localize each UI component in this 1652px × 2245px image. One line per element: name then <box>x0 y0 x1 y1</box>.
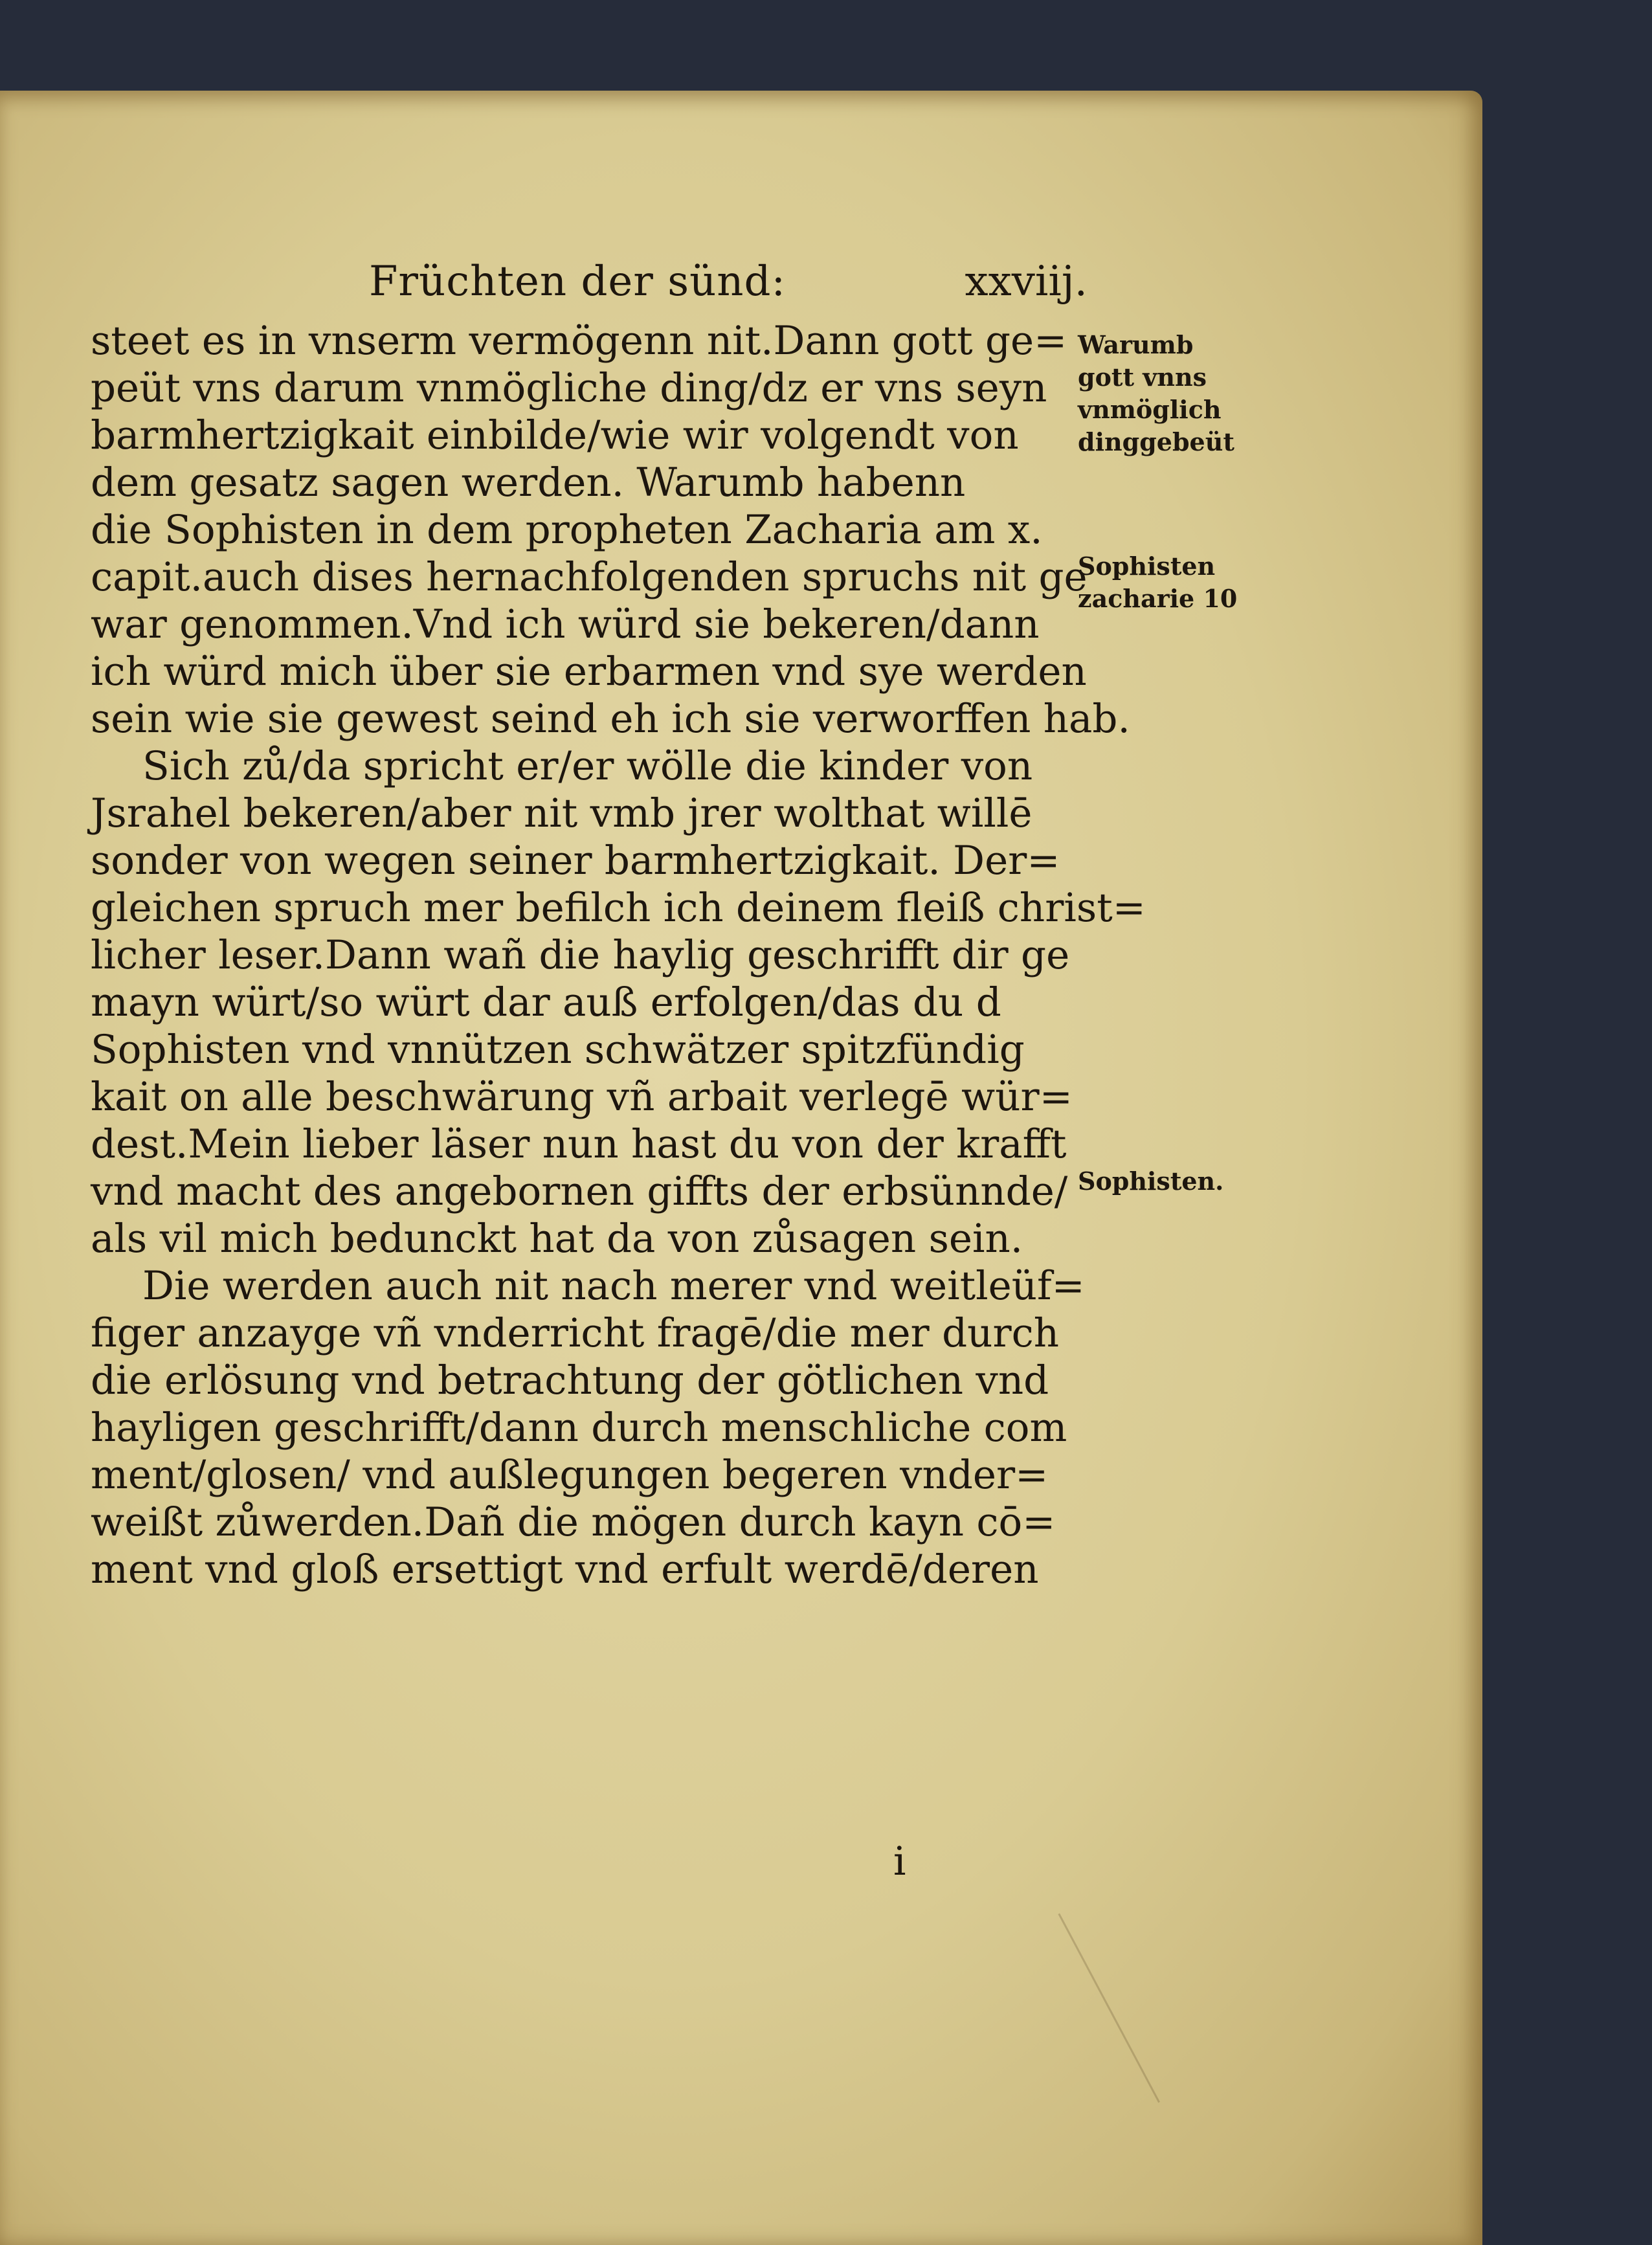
margin-note-line: Sophisten. <box>1078 1167 1224 1196</box>
text-line: weißt zůwerden.Dañ die mögen durch kayn cō= <box>91 1499 1056 1545</box>
text-line: dem gesatz sagen werden. Warumb habenn <box>91 460 966 506</box>
margin-note-line: vnmöglich <box>1078 395 1222 424</box>
text-line: barmhertzigkait einbilde/wie wir volgendt von <box>91 412 1019 458</box>
text-line: peüt vns darum vnmögliche ding/dz er vns seyn <box>91 365 1047 411</box>
margin-note-sophisten-zacharie <box>1078 550 1272 615</box>
text-line: sonder von wegen seiner barmhertzigkait. Der= <box>91 838 1060 884</box>
text-line: vnd macht des angebornen giffts der erbsünnde/ <box>91 1168 1068 1214</box>
text-line: mayn würt/so würt dar auß erfolgen/das du d <box>91 979 1001 1025</box>
margin-note-warumb <box>1078 329 1272 458</box>
text-line: als vil mich bedunckt hat da von zůsagen sein. <box>91 1216 1023 1262</box>
text-line: dest.Mein lieber läser nun hast du von der krafft <box>91 1121 1067 1167</box>
margin-note-line: zacharie 10 <box>1078 584 1238 613</box>
text-line: ment vnd gloß ersettigt vnd erfult werdē/deren <box>91 1547 1039 1592</box>
text-line: ment/glosen/ vnd außlegungen begeren vnder= <box>91 1452 1049 1498</box>
folio-number: xxviij. <box>965 258 1088 306</box>
running-title: Früchten der sünd: <box>369 258 787 306</box>
margin-note-line: Sophisten <box>1078 552 1216 581</box>
text-line: ich würd mich über sie erbarmen vnd sye werden <box>91 649 1087 695</box>
text-line: steet es in vnserm vermögenn nit.Dann gott ge= <box>91 318 1067 364</box>
text-line: Sophisten vnd vnnützen schwätzer spitzfündig <box>91 1027 1025 1073</box>
page-header <box>369 246 1088 317</box>
margin-note-sophisten <box>1078 1165 1272 1198</box>
text-line: gleichen spruch mer befilch ich deinem fleiß christ= <box>91 885 1146 931</box>
text-line: kait on alle beschwärung vñ arbait verlegē wür= <box>91 1074 1073 1120</box>
text-line: hayligen geschrifft/dann durch menschliche com <box>91 1405 1067 1451</box>
text-line: sein wie sie gewest seind eh ich sie verworffen hab. <box>91 696 1130 742</box>
text-line: Jsrahel bekeren/aber nit vmb jrer wolthat willē <box>91 790 1032 836</box>
margin-note-line: dinggebeüt <box>1078 427 1234 456</box>
margin-note-line: Warumb <box>1078 330 1194 359</box>
signature-mark: i <box>893 1838 906 1884</box>
text-line: capit.auch dises hernachfolgenden spruchs nit ge <box>91 554 1088 600</box>
text-line: licher leser.Dann wañ die haylig geschrifft dir ge <box>91 932 1070 978</box>
text-line: die Sophisten in dem propheten Zacharia am x. <box>91 507 1043 553</box>
text-line: war genommen.Vnd ich würd sie bekeren/dann <box>91 601 1040 647</box>
text-line: figer anzayge vñ vnderricht fragē/die mer durch <box>91 1310 1060 1356</box>
text-line: Sich zů/da spricht er/er wölle die kinder von <box>142 743 1033 789</box>
text-line: die erlösung vnd betrachtung der götlichen vnd <box>91 1357 1049 1403</box>
margin-note-line: gott vnns <box>1078 363 1207 392</box>
text-line: Die werden auch nit nach merer vnd weitleüf= <box>142 1263 1085 1309</box>
